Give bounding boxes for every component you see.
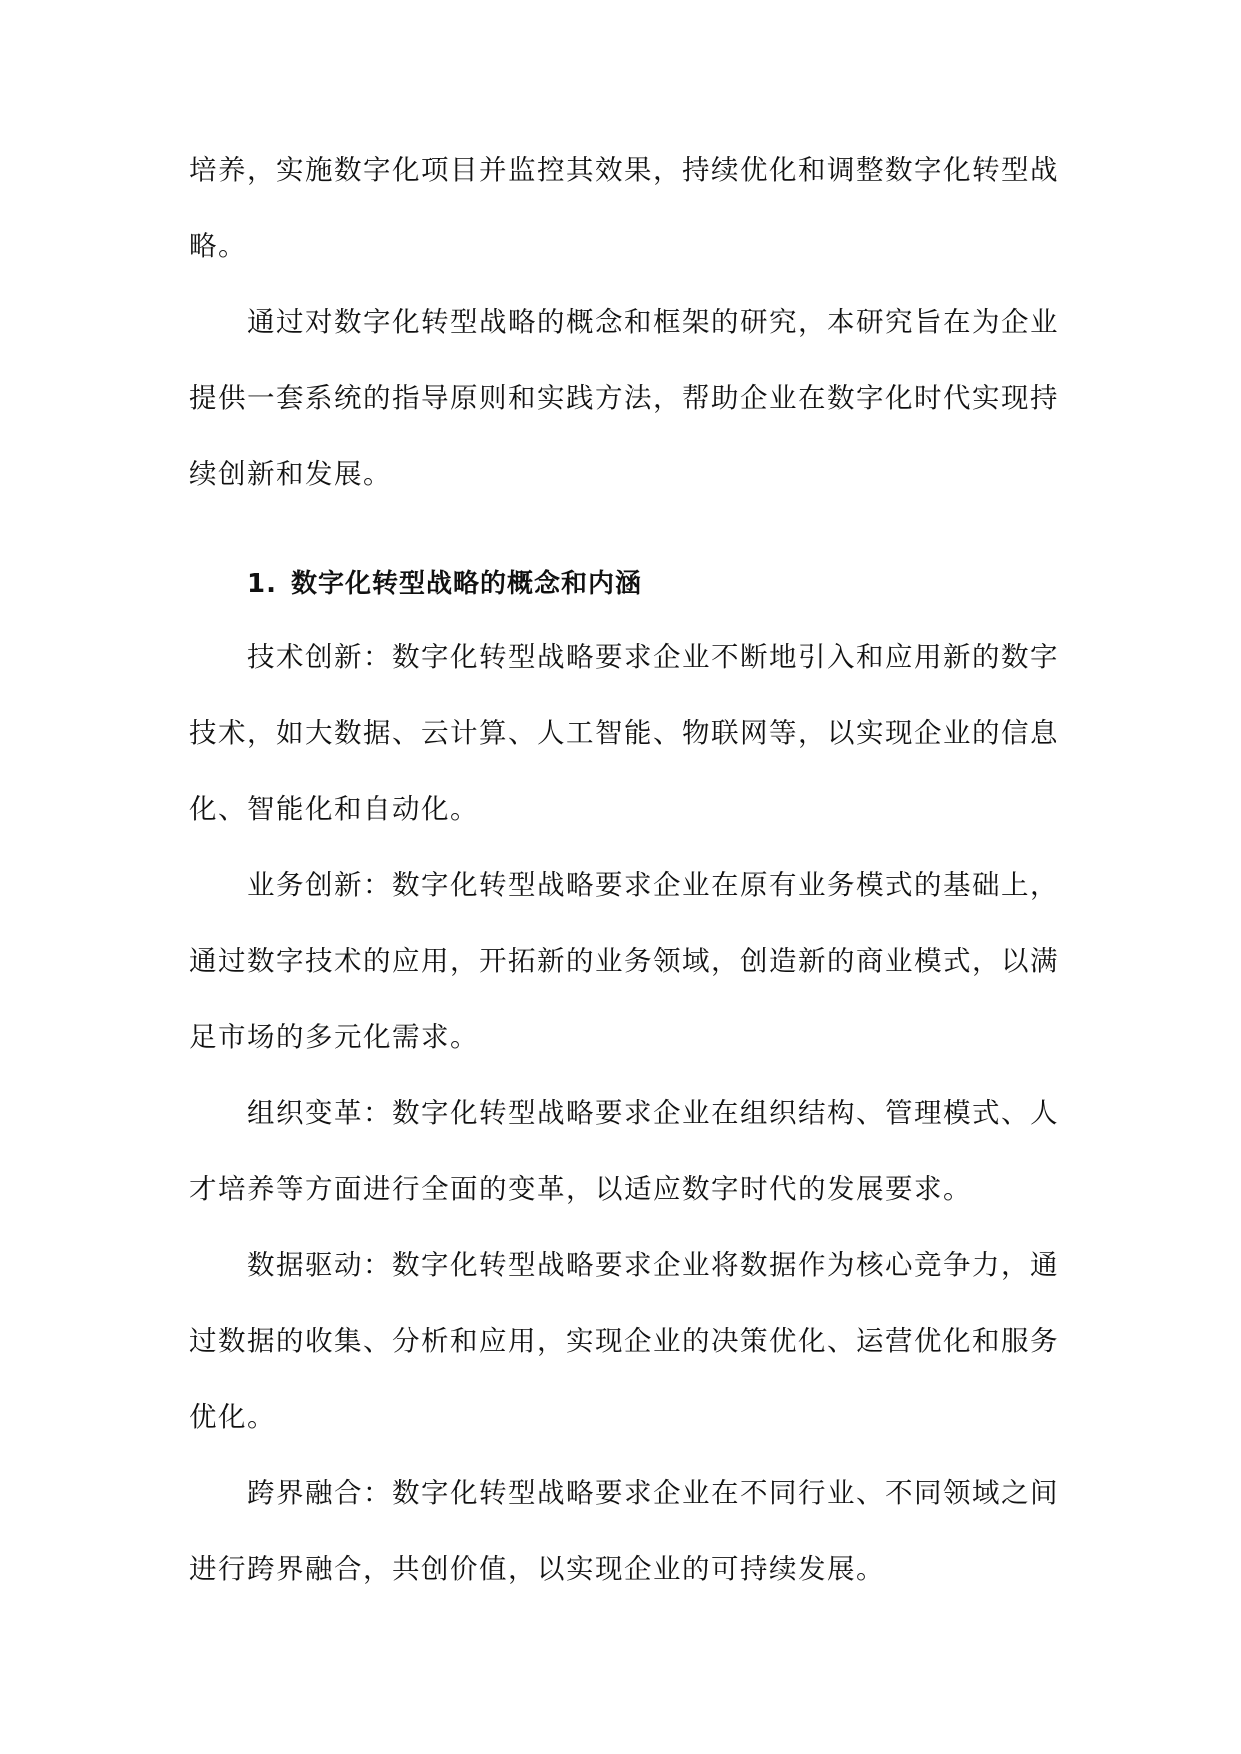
- text-line: 提供一套系统的指导原则和实践方法，帮助企业在数字化时代实现持: [189, 382, 1059, 414]
- text-line: 化、智能化和自动化。: [189, 793, 479, 825]
- text-line: 足市场的多元化需求。: [189, 1021, 479, 1053]
- text-line: 通过对数字化转型战略的概念和框架的研究，本研究旨在为企业: [247, 306, 1059, 338]
- text-line: 通过数字技术的应用，开拓新的业务领域，创造新的商业模式，以满: [189, 945, 1059, 977]
- section-heading: [247, 564, 642, 604]
- text-line: 数据驱动：数字化转型战略要求企业将数据作为核心竞争力，通: [247, 1249, 1059, 1281]
- section-number: 1.: [247, 569, 277, 599]
- text-line: 优化。: [189, 1401, 276, 1433]
- text-line: 组织变革：数字化转型战略要求企业在组织结构、管理模式、人: [247, 1097, 1059, 1129]
- text-line: 技术创新：数字化转型战略要求企业不断地引入和应用新的数字: [247, 641, 1059, 673]
- section-title: 数字化转型战略的概念和内涵: [290, 569, 642, 599]
- text-line: 跨界融合：数字化转型战略要求企业在不同行业、不同领域之间: [247, 1477, 1059, 1509]
- text-line: 技术，如大数据、云计算、人工智能、物联网等，以实现企业的信息: [189, 717, 1059, 749]
- text-line: 续创新和发展。: [189, 458, 392, 490]
- text-line: 才培养等方面进行全面的变革，以适应数字时代的发展要求。: [189, 1173, 972, 1205]
- text-line: 培养，实施数字化项目并监控其效果，持续优化和调整数字化转型战: [189, 154, 1059, 186]
- text-line: 业务创新：数字化转型战略要求企业在原有业务模式的基础上，: [247, 869, 1059, 901]
- text-line: 进行跨界融合，共创价值，以实现企业的可持续发展。: [189, 1553, 885, 1585]
- text-line: 略。: [189, 230, 247, 262]
- text-line: 过数据的收集、分析和应用，实现企业的决策优化、运营优化和服务: [189, 1325, 1059, 1357]
